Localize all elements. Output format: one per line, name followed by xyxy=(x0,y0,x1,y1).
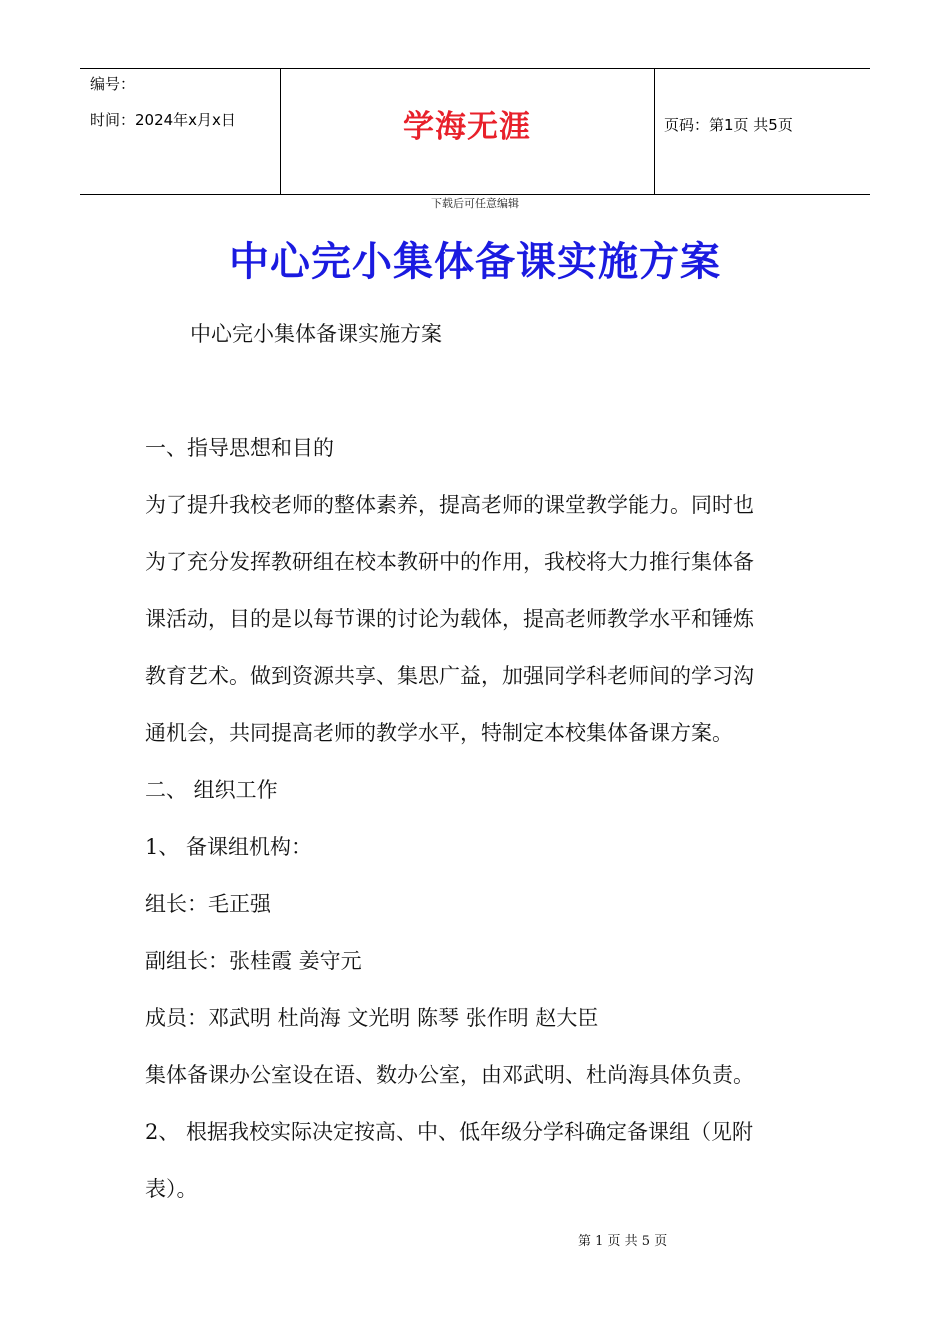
document-time-label: 时间：2024年x月x日 xyxy=(90,111,236,129)
office-note: 集体备课办公室设在语、数办公室，由邓武明、杜尚海具体负责。 xyxy=(145,1063,754,1087)
header-table xyxy=(80,68,870,195)
paragraph-line: 为了提升我校老师的整体素养，提高老师的课堂教学能力。同时也 xyxy=(145,493,754,517)
list-item-continuation: 表）。 xyxy=(145,1177,198,1201)
list-item: 2、 根据我校实际决定按高、中、低年级分学科确定备课组（见附 xyxy=(145,1120,754,1144)
vice-leader: 副组长：张桂霞 姜守元 xyxy=(145,949,362,973)
editable-note: 下载后可任意编辑 xyxy=(431,197,519,210)
list-item: 1、 备课组机构： xyxy=(145,835,313,859)
document-subtitle: 中心完小集体备课实施方案 xyxy=(190,322,442,346)
section-heading: 一、指导思想和目的 xyxy=(145,436,334,460)
header-divider xyxy=(654,69,655,194)
paragraph-line: 课活动，目的是以每节课的讨论为载体，提高老师教学水平和锤炼 xyxy=(145,607,754,631)
group-leader: 组长：毛正强 xyxy=(145,892,271,916)
brand-title: 学海无涯 xyxy=(403,109,531,145)
paragraph-line: 通机会，共同提高老师的教学水平，特制定本校集体备课方案。 xyxy=(145,721,733,745)
paragraph-line: 教育艺术。做到资源共享、集思广益，加强同学科老师间的学习沟 xyxy=(145,664,754,688)
document-number-label: 编号： xyxy=(90,75,136,93)
page-footer: 第 1 页 共 5 页 xyxy=(578,1234,668,1249)
group-members: 成员：邓武明 杜尚海 文光明 陈琴 张作明 赵大臣 xyxy=(145,1006,599,1030)
paragraph-line: 为了充分发挥教研组在校本教研中的作用，我校将大力推行集体备 xyxy=(145,550,754,574)
section-heading: 二、 组织工作 xyxy=(145,778,278,802)
document-title: 中心完小集体备课实施方案 xyxy=(229,238,721,285)
page-indicator: 页码：第1页 共5页 xyxy=(664,116,793,134)
